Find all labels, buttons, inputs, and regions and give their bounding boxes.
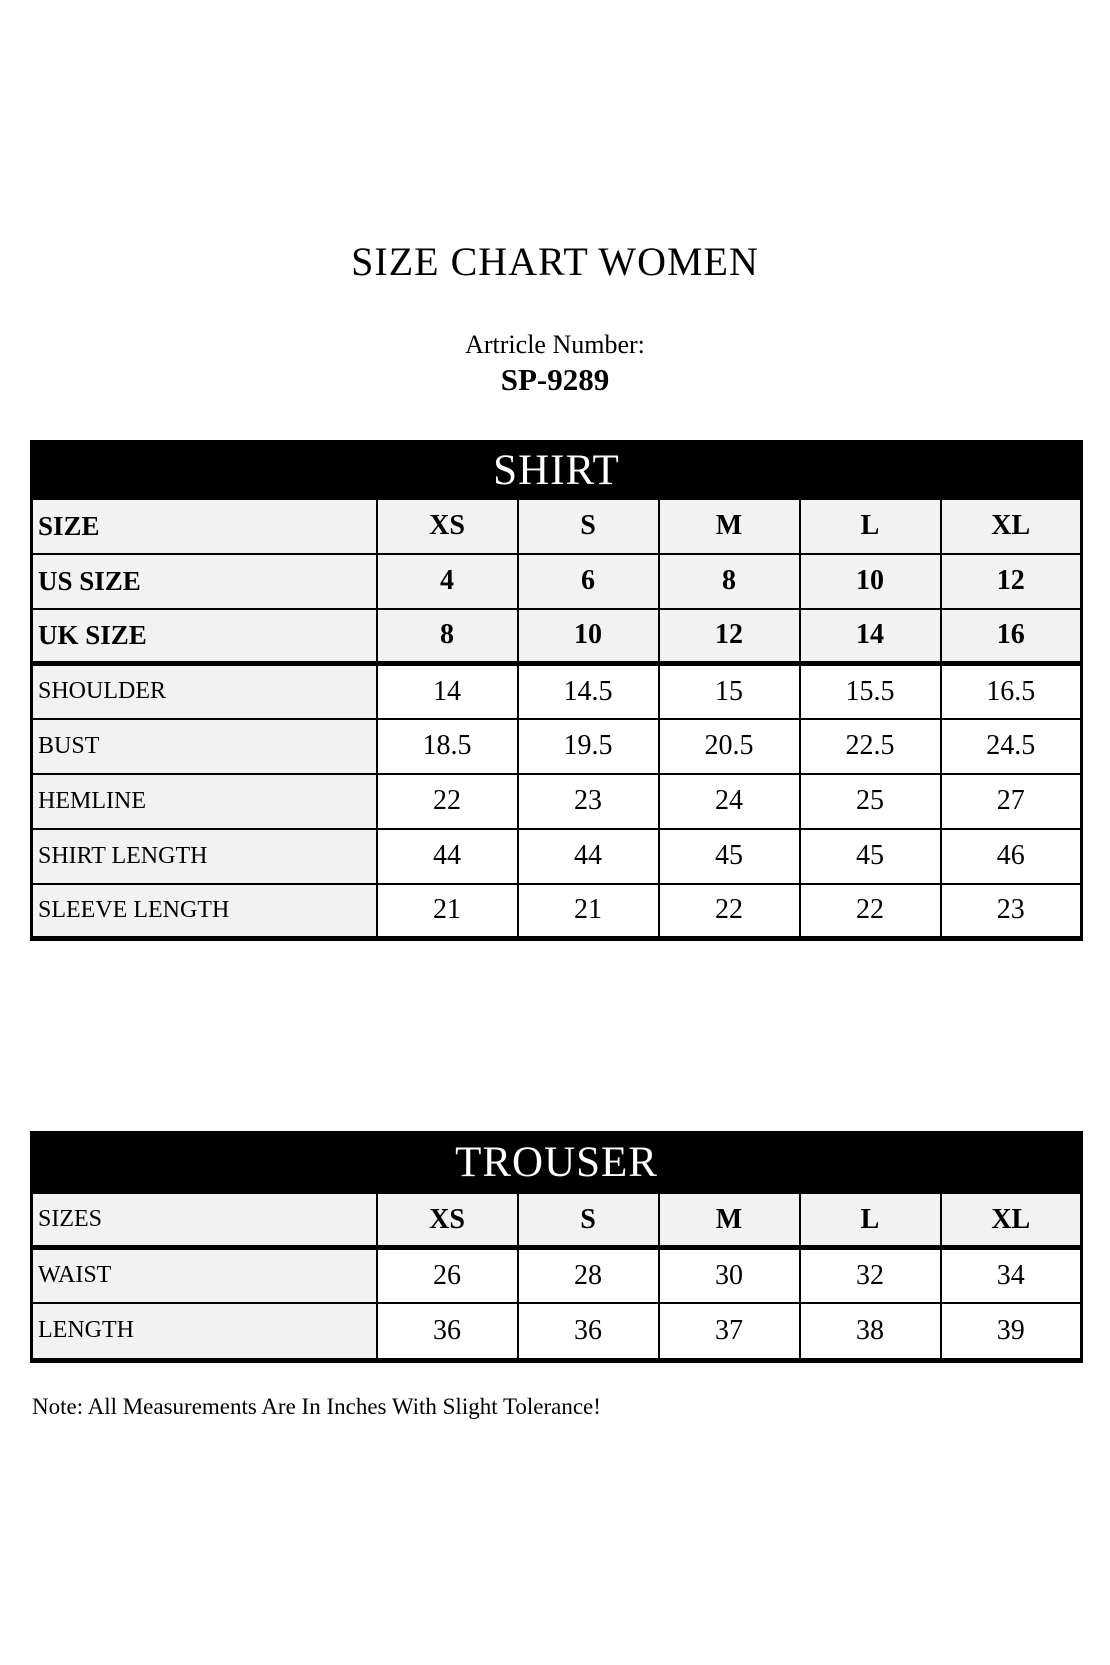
article-number-label: Artricle Number:	[465, 330, 645, 359]
value-cell: 36	[518, 1303, 659, 1361]
row-label: US SIZE	[32, 554, 377, 609]
table-row	[32, 829, 1082, 884]
value-cell: 45	[800, 829, 941, 884]
value-cell: 44	[377, 829, 518, 884]
value-cell: 6	[518, 554, 659, 609]
shirt-table-title: SHIRT	[32, 442, 1082, 499]
value-cell: 22	[800, 884, 941, 939]
value-cell: 14	[377, 664, 518, 719]
table-row	[32, 499, 1082, 554]
value-cell: 15	[659, 664, 800, 719]
value-cell: XL	[941, 499, 1082, 554]
value-cell: XS	[377, 499, 518, 554]
table-row	[32, 884, 1082, 939]
value-cell: 12	[659, 609, 800, 664]
value-cell: 34	[941, 1248, 1082, 1303]
value-cell: XS	[377, 1193, 518, 1248]
value-cell: S	[518, 1193, 659, 1248]
shirt-table-header-band	[32, 442, 1082, 499]
value-cell: 22.5	[800, 719, 941, 774]
value-cell: 39	[941, 1303, 1082, 1361]
trouser-size-table	[30, 1131, 1083, 1363]
value-cell: 23	[518, 774, 659, 829]
value-cell: 12	[941, 554, 1082, 609]
row-label: HEMLINE	[32, 774, 377, 829]
page-title: SIZE CHART WOMEN	[351, 239, 759, 284]
value-cell: 27	[941, 774, 1082, 829]
value-cell: 24.5	[941, 719, 1082, 774]
value-cell: L	[800, 499, 941, 554]
value-cell: 24	[659, 774, 800, 829]
trouser-table-header-band	[32, 1133, 1082, 1193]
row-label: SHOULDER	[32, 664, 377, 719]
value-cell: 23	[941, 884, 1082, 939]
value-cell: 14	[800, 609, 941, 664]
article-number-value: SP-9289	[500, 362, 610, 397]
row-label: SLEEVE LENGTH	[32, 884, 377, 939]
table-row	[32, 609, 1082, 664]
value-cell: 30	[659, 1248, 800, 1303]
shirt-size-table	[30, 440, 1083, 941]
row-label: LENGTH	[32, 1303, 377, 1361]
value-cell: 21	[377, 884, 518, 939]
value-cell: 10	[518, 609, 659, 664]
value-cell: M	[659, 499, 800, 554]
table-row	[32, 719, 1082, 774]
value-cell: XL	[941, 1193, 1082, 1248]
value-cell: 15.5	[800, 664, 941, 719]
table-row	[32, 1193, 1082, 1248]
value-cell: 28	[518, 1248, 659, 1303]
value-cell: 18.5	[377, 719, 518, 774]
value-cell: 22	[659, 884, 800, 939]
value-cell: S	[518, 499, 659, 554]
value-cell: 10	[800, 554, 941, 609]
row-label: WAIST	[32, 1248, 377, 1303]
measurement-note: Note: All Measurements Are In Inches With Slight Tolerance!	[32, 1394, 601, 1419]
value-cell: 4	[377, 554, 518, 609]
trouser-table-title: TROUSER	[32, 1133, 1082, 1193]
value-cell: 14.5	[518, 664, 659, 719]
value-cell: 25	[800, 774, 941, 829]
row-label: SIZE	[32, 499, 377, 554]
value-cell: 16.5	[941, 664, 1082, 719]
table-row	[32, 1303, 1082, 1361]
value-cell: 37	[659, 1303, 800, 1361]
row-label: SIZES	[32, 1193, 377, 1248]
row-label: UK SIZE	[32, 609, 377, 664]
row-label: SHIRT LENGTH	[32, 829, 377, 884]
value-cell: 46	[941, 829, 1082, 884]
row-label: BUST	[32, 719, 377, 774]
value-cell: 22	[377, 774, 518, 829]
value-cell: 32	[800, 1248, 941, 1303]
value-cell: 20.5	[659, 719, 800, 774]
value-cell: 26	[377, 1248, 518, 1303]
table-row	[32, 774, 1082, 829]
value-cell: 8	[659, 554, 800, 609]
value-cell: 38	[800, 1303, 941, 1361]
value-cell: 16	[941, 609, 1082, 664]
value-cell: 19.5	[518, 719, 659, 774]
value-cell: 8	[377, 609, 518, 664]
value-cell: 21	[518, 884, 659, 939]
table-row	[32, 664, 1082, 719]
value-cell: 44	[518, 829, 659, 884]
table-row	[32, 1248, 1082, 1303]
table-row	[32, 554, 1082, 609]
value-cell: 36	[377, 1303, 518, 1361]
value-cell: L	[800, 1193, 941, 1248]
value-cell: M	[659, 1193, 800, 1248]
value-cell: 45	[659, 829, 800, 884]
